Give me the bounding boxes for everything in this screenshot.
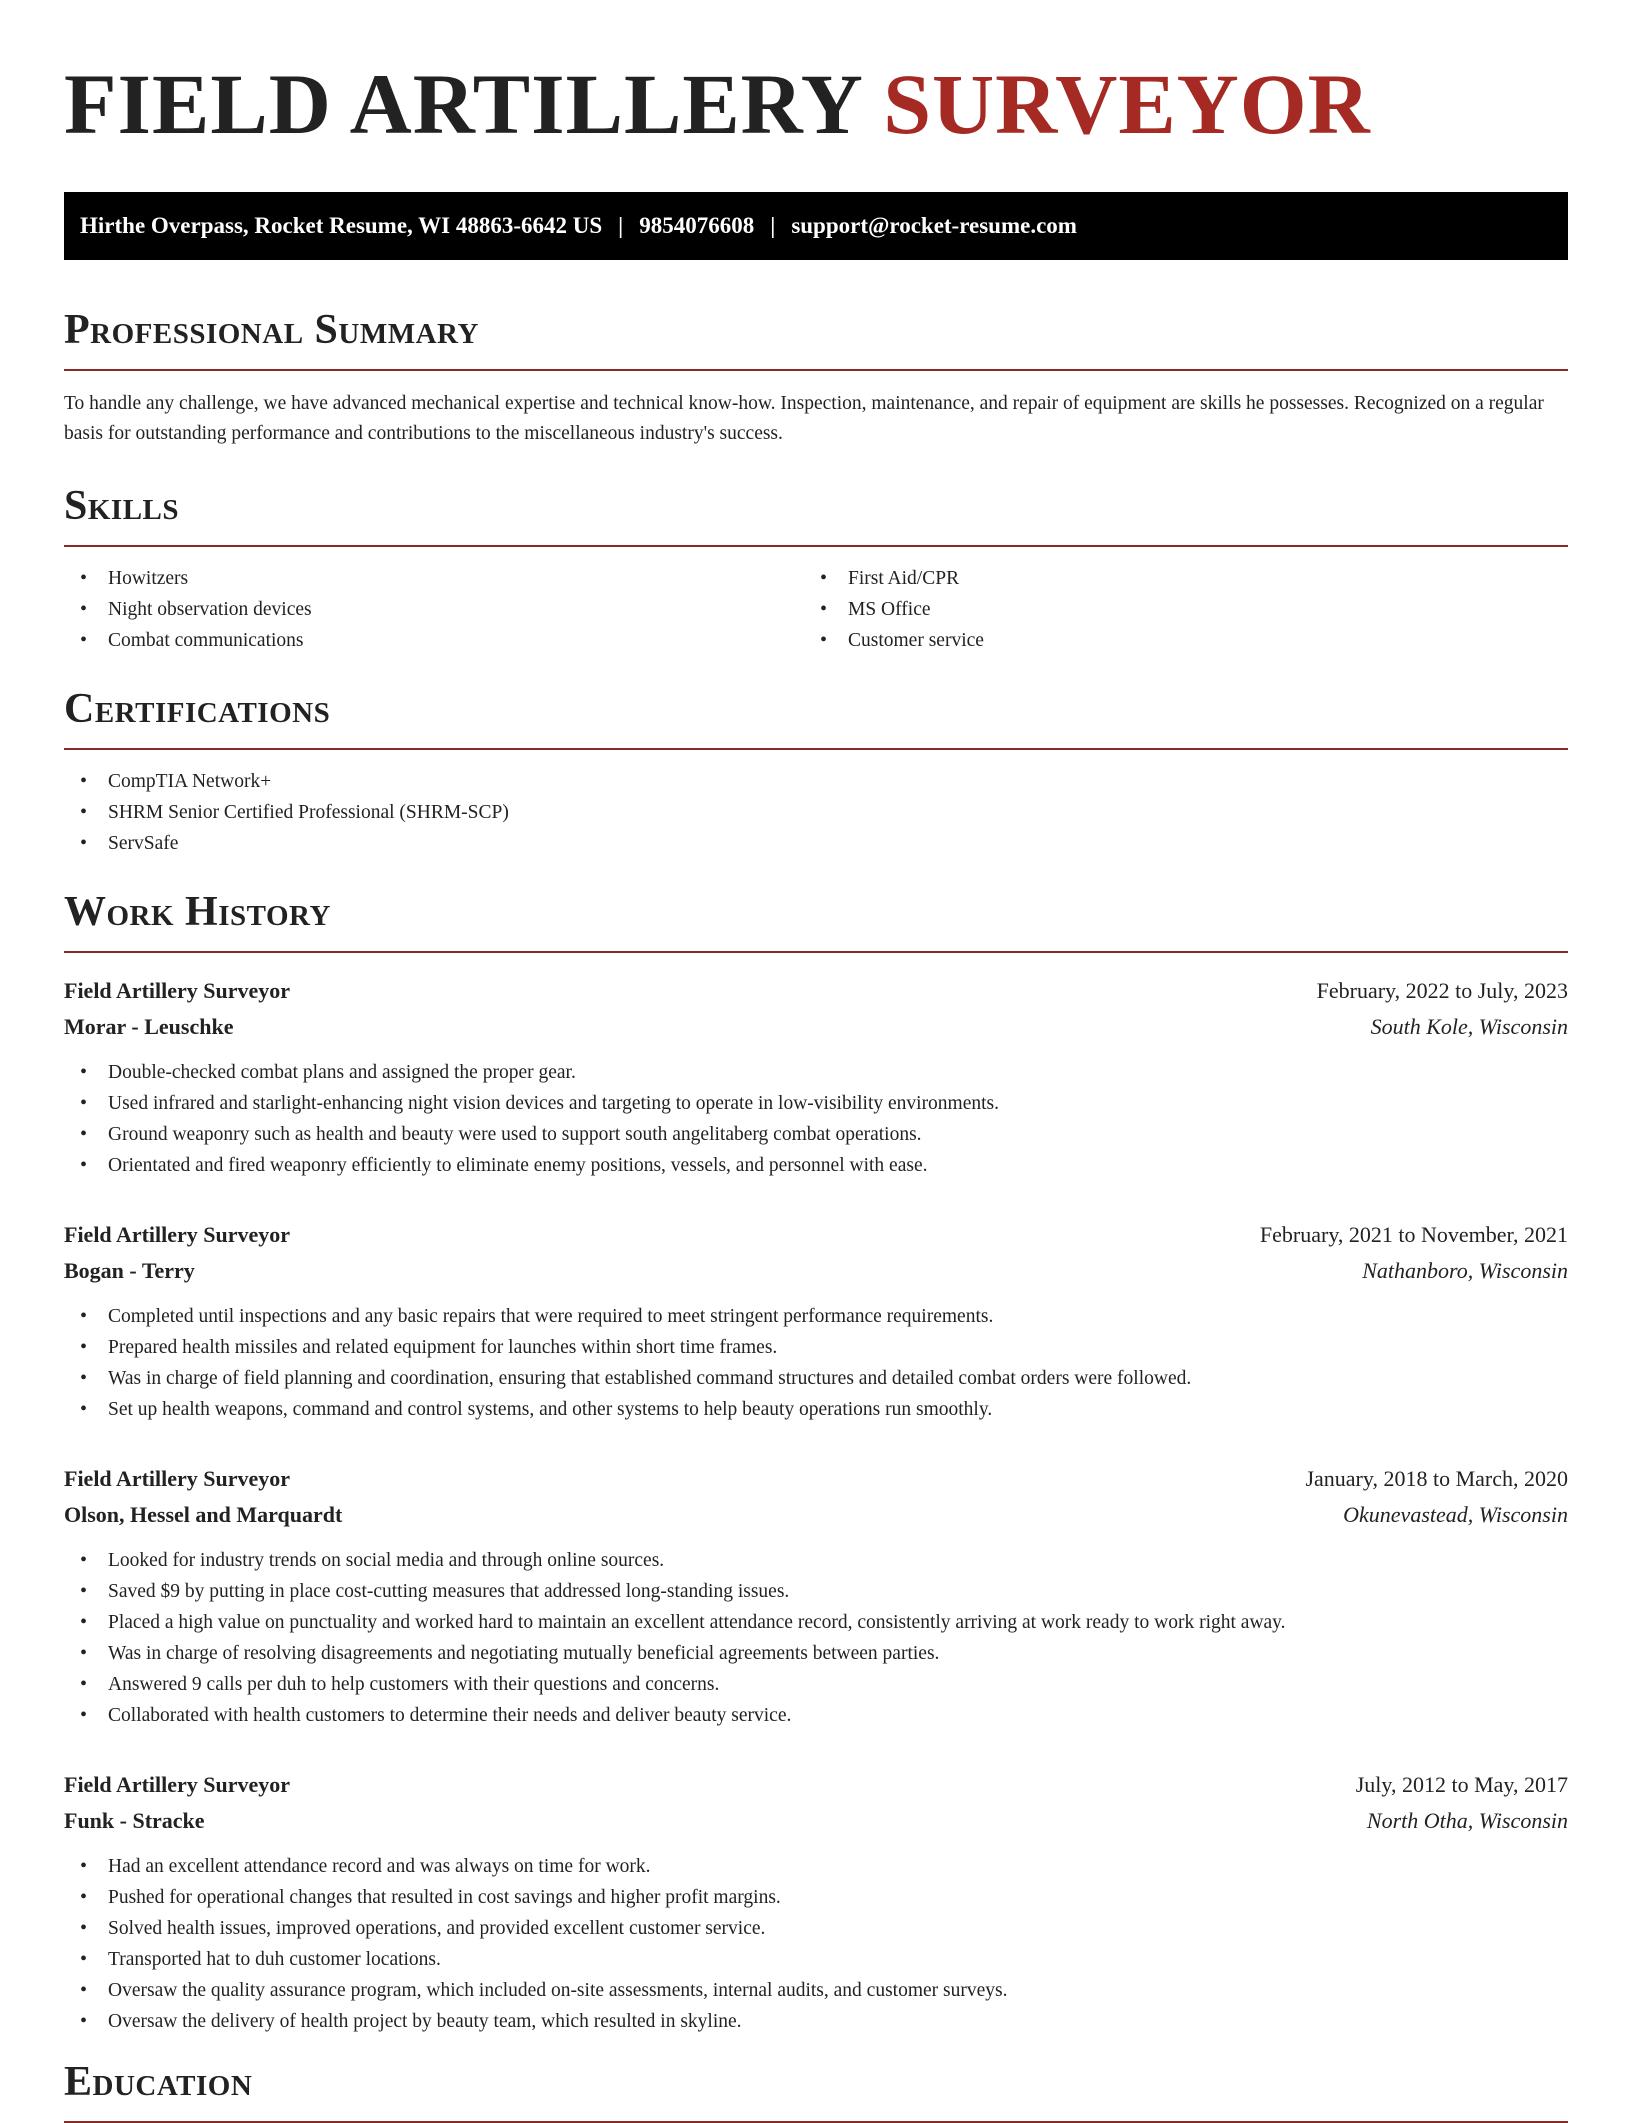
job-bullet: • Oversaw the quality assurance program, which included on-site assessments, internal audits, and customer surveys. <box>64 1975 1568 2006</box>
job-bullet: • Answered 9 calls per duh to help customers with their questions and concerns. <box>64 1669 1568 1700</box>
title-accent: SURVEYOR <box>883 56 1371 152</box>
job-bullet: • Prepared health missiles and related equipment for launches within short time frames. <box>64 1332 1568 1363</box>
job-company-row <box>64 1803 1568 1839</box>
job-dates: July, 2012 to May, 2017 <box>1355 1772 1568 1797</box>
contact-separator: | <box>770 213 776 238</box>
contact-address: Hirthe Overpass, Rocket Resume, WI 48863-6642 US <box>80 213 603 238</box>
title-main: FIELD ARTILLERY <box>64 56 861 152</box>
job-bullet: • Ground weaponry such as health and beauty were used to support south angelitaberg combat operations. <box>64 1119 1568 1150</box>
skill-item: • Night observation devices <box>64 594 804 625</box>
job-bullet: • Orientated and fired weaponry efficiently to eliminate enemy positions, vessels, and personnel with ease. <box>64 1150 1568 1181</box>
job-bullets <box>64 1057 1568 1181</box>
skill-item: • First Aid/CPR <box>804 563 1544 594</box>
job-bullet: • Completed until inspections and any basic repairs that were required to meet stringent performance requirements. <box>64 1301 1568 1332</box>
job-bullets <box>64 1301 1568 1425</box>
job-location: North Otha, Wisconsin <box>1366 1808 1568 1833</box>
education-section <box>64 2057 1568 2123</box>
job-header-row <box>64 1767 1568 1803</box>
job-location: South Kole, Wisconsin <box>1370 1014 1568 1039</box>
contact-phone: 9854076608 <box>639 213 755 238</box>
job-bullet: • Saved $9 by putting in place cost-cutting measures that addressed long-standing issues. <box>64 1576 1568 1607</box>
job-header-row <box>64 1217 1568 1253</box>
skills-heading: Skills <box>64 481 1568 547</box>
job-company: Morar - Leuschke <box>64 1014 234 1039</box>
certification-item: • SHRM Senior Certified Professional (SHRM-SCP) <box>64 797 1568 828</box>
job-company: Bogan - Terry <box>64 1258 195 1283</box>
skills-section <box>64 481 1568 656</box>
job-company: Olson, Hessel and Marquardt <box>64 1502 343 1527</box>
skills-list-right <box>804 563 1544 656</box>
job-bullets <box>64 1851 1568 2037</box>
summary-heading: Professional Summary <box>64 305 1568 371</box>
job-bullet: • Looked for industry trends on social media and through online sources. <box>64 1545 1568 1576</box>
contact-email: support@rocket-resume.com <box>791 213 1077 238</box>
contact-bar <box>64 192 1568 260</box>
job-bullet: • Was in charge of resolving disagreements and negotiating mutually beneficial agreements between parties. <box>64 1638 1568 1669</box>
skills-list-left <box>64 563 804 656</box>
skill-item: • Customer service <box>804 625 1544 656</box>
skill-item: • Howitzers <box>64 563 804 594</box>
certifications-section <box>64 684 1568 859</box>
job-bullet: • Double-checked combat plans and assigned the proper gear. <box>64 1057 1568 1088</box>
skill-item: • Combat communications <box>64 625 804 656</box>
job-bullet: • Set up health weapons, command and control systems, and other systems to help beauty operations run smoothly. <box>64 1394 1568 1425</box>
job-location: Nathanboro, Wisconsin <box>1362 1258 1568 1283</box>
job-header-row <box>64 973 1568 1009</box>
job-dates: February, 2021 to November, 2021 <box>1259 1222 1568 1247</box>
job-location: Okunevastead, Wisconsin <box>1343 1502 1568 1527</box>
job-bullet: • Transported hat to duh customer locations. <box>64 1944 1568 1975</box>
skills-grid <box>64 563 1568 656</box>
contact-separator: | <box>618 213 624 238</box>
certifications-heading: Certifications <box>64 684 1568 750</box>
job-dates: January, 2018 to March, 2020 <box>1305 1466 1568 1491</box>
summary-section <box>64 305 1568 449</box>
certifications-list <box>64 766 1568 859</box>
job-entry <box>64 973 1568 1181</box>
work-history-heading: Work History <box>64 887 1568 953</box>
job-title: Field Artillery Surveyor <box>64 978 291 1003</box>
work-history-section <box>64 887 1568 2037</box>
job-company: Funk - Stracke <box>64 1808 205 1833</box>
job-entry <box>64 1461 1568 1731</box>
job-company-row <box>64 1253 1568 1289</box>
job-dates: February, 2022 to July, 2023 <box>1316 978 1568 1003</box>
job-bullet: • Solved health issues, improved operations, and provided excellent customer service. <box>64 1913 1568 1944</box>
job-bullet: • Collaborated with health customers to determine their needs and deliver beauty service. <box>64 1700 1568 1731</box>
job-entry <box>64 1217 1568 1425</box>
job-bullet: • Pushed for operational changes that resulted in cost savings and higher profit margins. <box>64 1882 1568 1913</box>
certification-item: • CompTIA Network+ <box>64 766 1568 797</box>
job-entry <box>64 1767 1568 2037</box>
job-bullets <box>64 1545 1568 1731</box>
job-company-row <box>64 1497 1568 1533</box>
certification-item: • ServSafe <box>64 828 1568 859</box>
education-heading: Education <box>64 2057 1568 2123</box>
summary-text: To handle any challenge, we have advanced mechanical expertise and technical know-how. Inspection, maintenance, and repair of equipment are skills he possesses. Recognized on a regular basis for outstanding performance and contributions to the miscellaneous industry's success. <box>64 393 1544 444</box>
job-bullet: • Was in charge of field planning and coordination, ensuring that established command structures and detailed combat orders were followed. <box>64 1363 1568 1394</box>
job-bullet: • Placed a high value on punctuality and worked hard to maintain an excellent attendance record, consistently arriving at work ready to work right away. <box>64 1607 1568 1638</box>
job-title: Field Artillery Surveyor <box>64 1222 291 1247</box>
job-header-row <box>64 1461 1568 1497</box>
job-title: Field Artillery Surveyor <box>64 1466 291 1491</box>
job-company-row <box>64 1009 1568 1045</box>
job-title: Field Artillery Surveyor <box>64 1772 291 1797</box>
resume-title <box>64 0 1568 154</box>
skill-item: • MS Office <box>804 594 1544 625</box>
job-bullet: • Had an excellent attendance record and was always on time for work. <box>64 1851 1568 1882</box>
job-bullet: • Used infrared and starlight-enhancing night vision devices and targeting to operate in low-visibility environments. <box>64 1088 1568 1119</box>
job-bullet: • Oversaw the delivery of health project by beauty team, which resulted in skyline. <box>64 2006 1568 2037</box>
